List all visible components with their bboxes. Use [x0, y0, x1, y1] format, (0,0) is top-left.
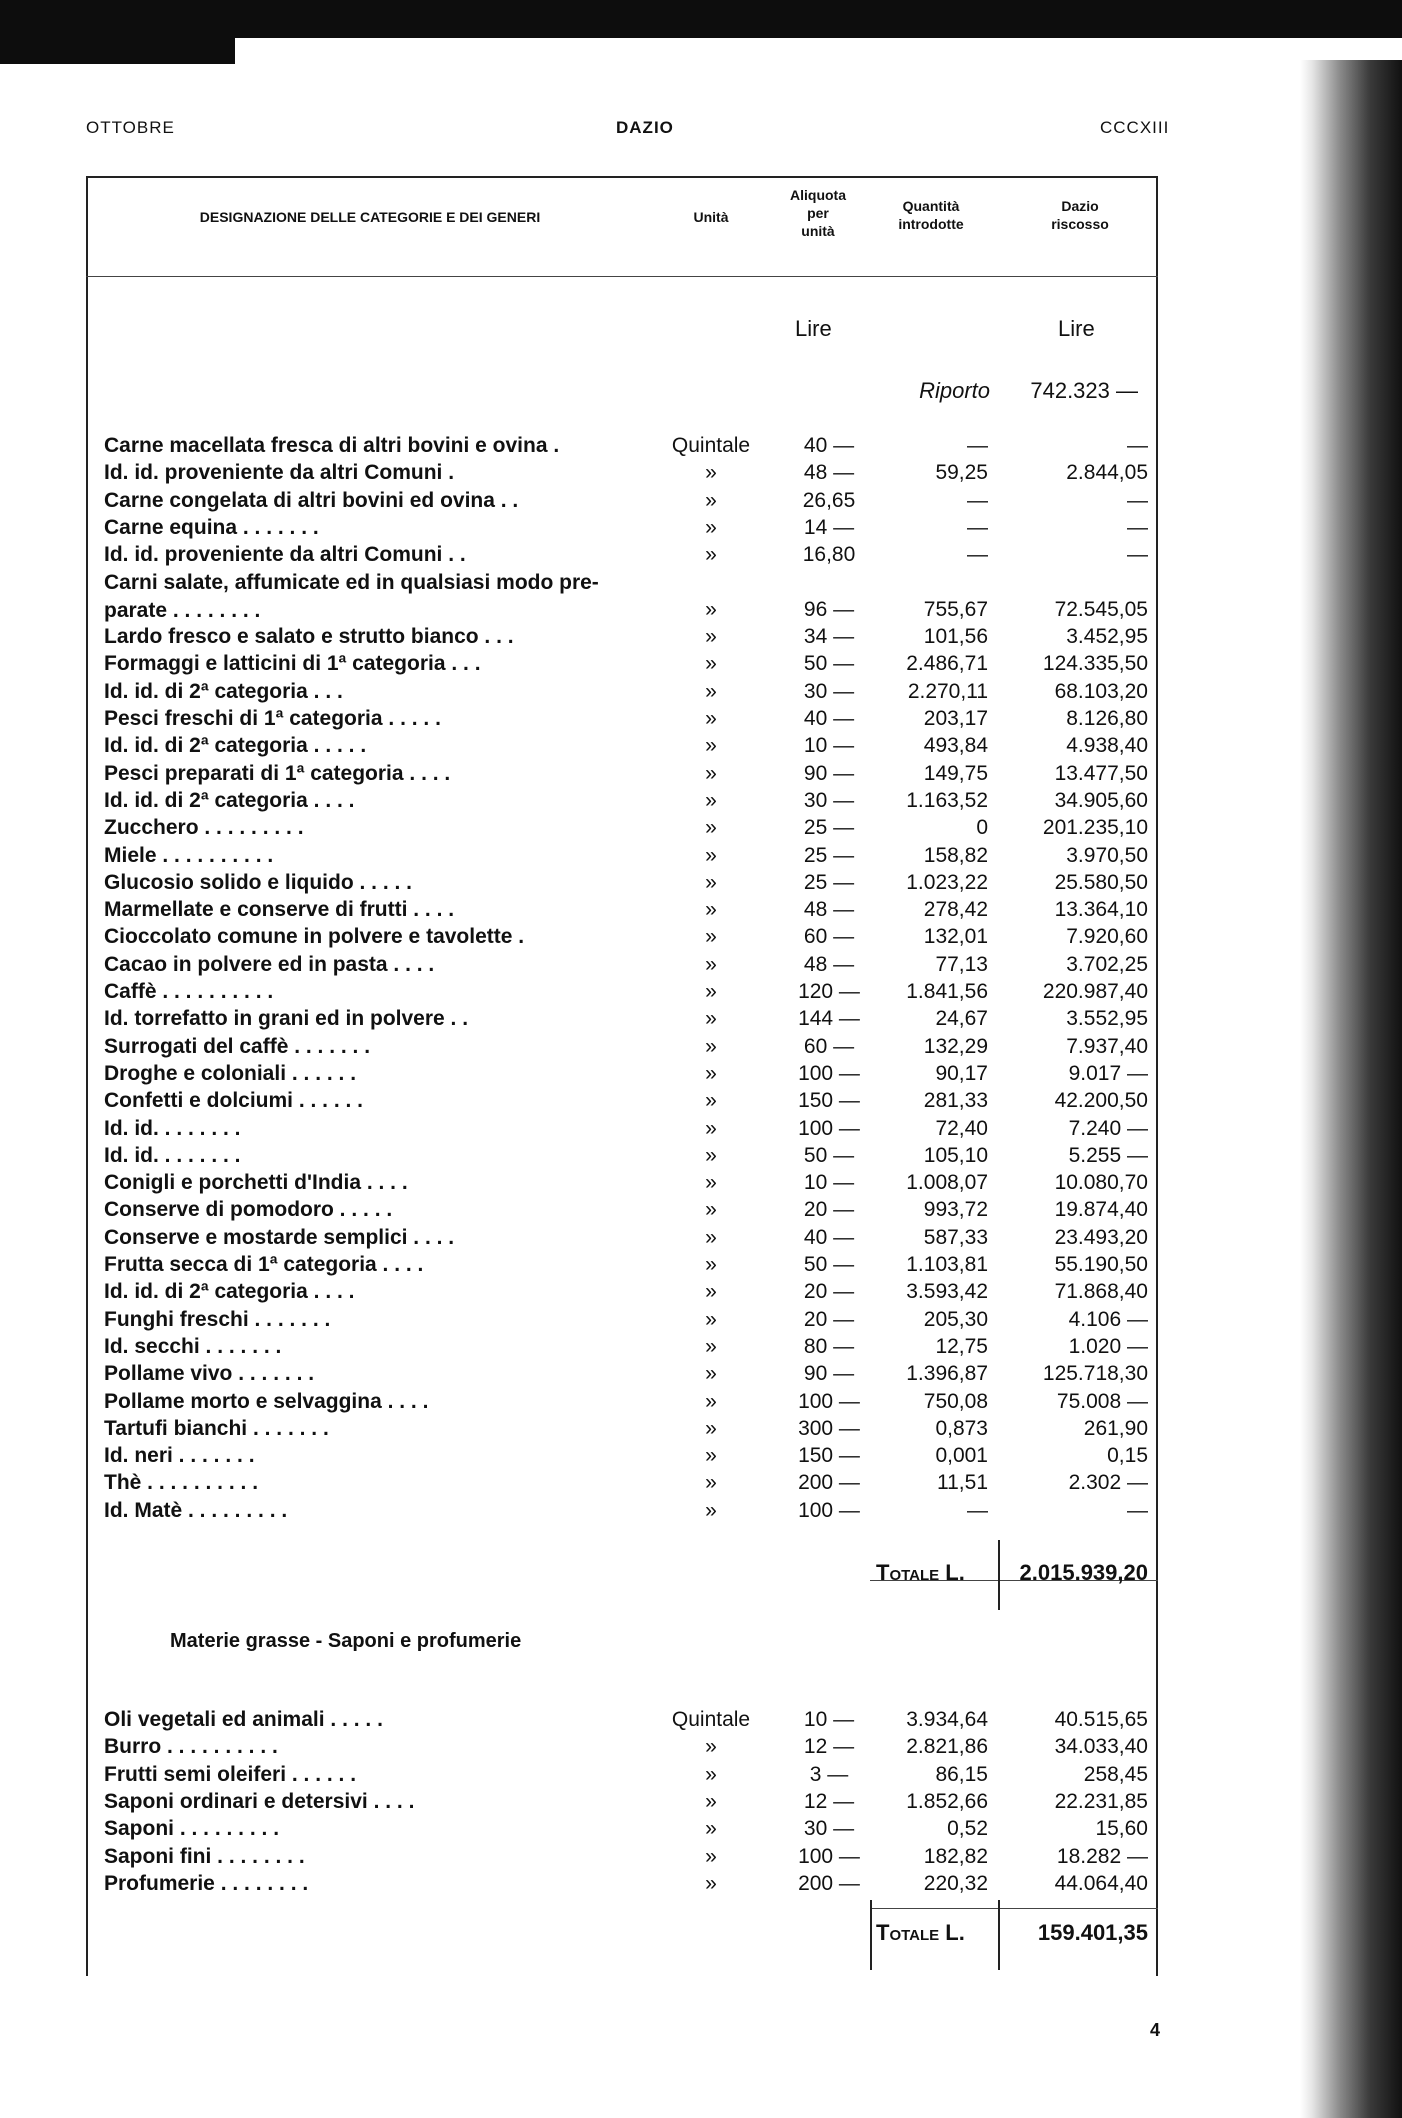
cell-unit: » [705, 870, 717, 894]
cell-desc: Id. id. di 2ª categoria . . . . [104, 788, 355, 812]
cell-duty: 3.970,50 [1066, 843, 1148, 867]
running-header-month: OTTOBRE [86, 118, 175, 137]
cell-qty: 755,67 [923, 597, 988, 621]
cell-qty: 3.593,42 [906, 1280, 988, 1304]
scan-border-top-left [0, 38, 235, 64]
cell-rate: 20 — [803, 1307, 855, 1331]
cell-desc: Saponi fini . . . . . . . . [104, 1844, 305, 1868]
cell-desc: Pollame vivo . . . . . . . [104, 1362, 315, 1386]
cell-qty: 12,75 [935, 1334, 988, 1358]
cell-duty: 7.937,40 [1066, 1034, 1148, 1058]
cell-duty: 125.718,30 [1042, 1362, 1148, 1386]
cell-desc: Oli vegetali ed animali . . . . . [104, 1708, 383, 1731]
cell-rate: 80 — [803, 1334, 855, 1358]
cell-duty: — [1127, 543, 1148, 567]
cell-duty: 13.364,10 [1054, 898, 1148, 922]
cell-unit: » [705, 843, 717, 867]
cell-qty: 182,82 [923, 1844, 988, 1868]
cell-qty: — [967, 488, 988, 512]
cell-desc: Id. id. . . . . . . . [104, 1116, 241, 1140]
cell-desc: Carni salate, affumicate ed in qualsiasi modo pre- [104, 570, 599, 594]
cell-rate: 30 — [803, 679, 855, 703]
cell-desc: Lardo fresco e salato e strutto bianco . . . [104, 625, 514, 649]
cell-qty: 90,17 [935, 1061, 988, 1085]
cell-rate: 26,65 [802, 488, 856, 512]
cell-desc: Id. id. di 2ª categoria . . . . [104, 1280, 355, 1304]
cell-qty: 24,67 [935, 1007, 988, 1031]
cell-rate: 12 — [803, 1789, 855, 1813]
cell-duty: 261,90 [1083, 1416, 1148, 1440]
cell-rate: 40 — [803, 1225, 855, 1249]
cell-qty: 203,17 [923, 707, 988, 730]
cell-duty: 68.103,20 [1054, 679, 1148, 703]
cell-unit: » [705, 1389, 717, 1413]
cell-desc: Id. secchi . . . . . . . [104, 1334, 282, 1358]
section-title-fats-soaps: Materie grasse - Saponi e profumerie [170, 1630, 522, 1652]
cell-unit: » [705, 1253, 717, 1276]
cell-rate: 48 — [803, 898, 855, 922]
cell-qty: 0,001 [935, 1444, 988, 1468]
cell-qty: 205,30 [923, 1307, 988, 1331]
cell-unit: » [705, 980, 717, 1003]
cell-qty: — [967, 434, 988, 457]
cell-duty: 5.255 — [1068, 1143, 1148, 1167]
cell-desc: Id. id. proveniente da altri Comuni . [104, 461, 455, 485]
cell-unit: » [705, 1225, 717, 1249]
cell-duty: 72.545,05 [1054, 597, 1148, 621]
col-head-description: DESIGNAZIONE DELLE CATEGORIE E DEI GENERI [199, 209, 541, 225]
cell-desc: Id. id. . . . . . . . [104, 1143, 241, 1167]
currency-duty: Lire [1058, 316, 1095, 341]
cell-qty: 1.396,87 [906, 1362, 988, 1386]
cell-rate: 50 — [803, 1253, 855, 1276]
cell-rate: 100 — [798, 1498, 860, 1522]
cell-unit: » [705, 515, 717, 539]
cell-unit: » [705, 1171, 717, 1195]
table-border-top [86, 176, 1158, 178]
cell-duty: 34.033,40 [1054, 1735, 1148, 1759]
running-header-page-number: CCCXIII [1100, 118, 1170, 137]
cell-desc: Funghi freschi . . . . . . . [104, 1307, 331, 1331]
cell-desc: Tartufi bianchi . . . . . . . [104, 1416, 329, 1440]
cell-duty: 40.515,65 [1054, 1708, 1148, 1731]
cell-unit: » [705, 1280, 717, 1304]
cell-duty: 8.126,80 [1066, 707, 1148, 730]
cell-duty: 3.702,25 [1066, 952, 1148, 976]
cell-duty: 15,60 [1095, 1817, 1148, 1841]
cell-desc: Carne congelata di altri bovini ed ovina . . [104, 488, 519, 512]
cell-desc: Saponi ordinari e detersivi . . . . [104, 1789, 415, 1813]
cell-rate: 150 — [798, 1444, 860, 1468]
cell-unit: » [705, 788, 717, 812]
cell-rate: 14 — [803, 515, 855, 539]
cell-qty: 149,75 [923, 761, 988, 785]
cell-rate: 20 — [803, 1198, 855, 1222]
cell-desc: Cioccolato comune in polvere e tavolette . [104, 925, 525, 949]
cell-unit: » [705, 1471, 717, 1495]
cell-rate: 25 — [803, 870, 855, 894]
cell-qty: 158,82 [923, 843, 988, 867]
cell-desc: Confetti e dolciumi . . . . . . [104, 1089, 364, 1113]
cell-qty: 1.103,81 [906, 1253, 988, 1276]
cell-desc: Conserve e mostarde semplici . . . . [104, 1225, 455, 1249]
cell-unit: » [705, 597, 717, 621]
cell-unit: » [705, 1061, 717, 1085]
cell-duty: 75.008 — [1056, 1389, 1148, 1413]
cell-rate: 48 — [803, 461, 855, 485]
cell-qty: 0 [976, 816, 988, 840]
currency-rate: Lire [795, 316, 832, 341]
cell-duty: — [1127, 434, 1148, 457]
cell-unit: » [705, 952, 717, 976]
cell-desc: Surrogati del caffè . . . . . . . [104, 1034, 371, 1058]
cell-qty: 1.852,66 [906, 1789, 988, 1813]
cell-rate: 100 — [798, 1061, 860, 1085]
cell-duty: — [1127, 488, 1148, 512]
cell-duty: 55.190,50 [1054, 1253, 1148, 1276]
cell-desc: Id. id. di 2ª categoria . . . . . [104, 734, 367, 758]
col-head-duty: Dazio riscosso [1051, 198, 1109, 232]
cell-unit: » [705, 734, 717, 758]
cell-rate: 20 — [803, 1280, 855, 1304]
cell-rate: 16,80 [802, 543, 856, 567]
cell-rate: 30 — [803, 788, 855, 812]
scan-border-right [1300, 60, 1402, 2118]
cell-duty: 201.235,10 [1042, 816, 1148, 840]
cell-qty: 11,51 [937, 1471, 988, 1495]
cell-duty: 44.064,40 [1054, 1871, 1148, 1895]
cell-qty: 2.486,71 [906, 652, 988, 676]
cell-duty: 4.938,40 [1066, 734, 1148, 758]
cell-desc: Burro . . . . . . . . . . [104, 1735, 278, 1759]
col-head-rate: Aliquota per unità [790, 187, 846, 239]
cell-unit: » [705, 707, 717, 730]
cell-duty: 10.080,70 [1054, 1171, 1148, 1195]
cell-desc: Thè . . . . . . . . . . [104, 1471, 259, 1495]
cell-unit: » [705, 1844, 717, 1868]
cell-desc: Pollame morto e selvaggina . . . . [104, 1389, 429, 1413]
cell-duty: 3.552,95 [1066, 1007, 1148, 1031]
cell-unit: Quintale [671, 434, 751, 457]
cell-rate: 10 — [803, 734, 855, 758]
cell-desc: Carne macellata fresca di altri bovini e ovina . [104, 434, 560, 457]
cell-qty: 0,873 [935, 1416, 988, 1440]
total-label-1: Totale L. [876, 1560, 965, 1585]
cell-desc: Pesci preparati di 1ª categoria . . . . [104, 761, 451, 785]
cell-unit: » [705, 652, 717, 676]
cell-qty: 1.023,22 [906, 870, 988, 894]
cell-rate: 30 — [803, 1817, 855, 1841]
cell-unit: » [705, 1143, 717, 1167]
cell-qty: — [967, 1498, 988, 1522]
cell-unit: » [705, 1871, 717, 1895]
cell-qty: 750,08 [923, 1389, 988, 1413]
cell-rate: 100 — [798, 1389, 860, 1413]
cell-qty: 1.163,52 [906, 788, 988, 812]
cell-desc: Formaggi e latticini di 1ª categoria . . . [104, 652, 481, 676]
col-head-unit: Unità [693, 209, 729, 225]
cell-duty: 0,15 [1107, 1444, 1148, 1468]
cell-unit: » [705, 1762, 717, 1786]
cell-unit: » [705, 1444, 717, 1468]
cell-desc: Saponi . . . . . . . . . [104, 1817, 280, 1841]
cell-qty: 1.841,56 [906, 980, 988, 1003]
cell-duty: 2.844,05 [1066, 461, 1148, 485]
cell-qty: 132,01 [923, 925, 988, 949]
cell-unit: » [705, 625, 717, 649]
cell-qty: 220,32 [923, 1871, 988, 1895]
cell-rate: 25 — [803, 816, 855, 840]
cell-desc: Miele . . . . . . . . . . [104, 843, 274, 867]
cell-rate: 50 — [803, 1143, 855, 1167]
cell-qty: 2.270,11 [907, 679, 988, 703]
row-continuation: parate . . . . . . . . [104, 599, 261, 622]
cell-duty: 4.106 — [1068, 1307, 1148, 1331]
total-value-1: 2.015.939,20 [1019, 1560, 1148, 1585]
cell-duty: 2.302 — [1068, 1471, 1148, 1495]
cell-rate: 100 — [798, 1844, 860, 1868]
cell-desc: Id. id. proveniente da altri Comuni . . [104, 543, 466, 567]
cell-rate: 40 — [803, 434, 855, 457]
cell-duty: 1.020 — [1068, 1334, 1148, 1358]
cell-unit: » [705, 1498, 717, 1522]
cell-desc: Carne equina . . . . . . . [104, 515, 319, 539]
cell-unit: » [705, 488, 717, 512]
cell-duty: 124.335,50 [1042, 652, 1148, 676]
cell-rate: 100 — [798, 1116, 860, 1140]
cell-qty: 132,29 [923, 1034, 988, 1058]
cell-qty: — [967, 515, 988, 539]
cell-qty: 2.821,86 [906, 1735, 988, 1759]
cell-unit: » [705, 925, 717, 949]
cell-unit: » [705, 1116, 717, 1140]
cell-qty: 1.008,07 [906, 1171, 988, 1195]
cell-unit: » [705, 1362, 717, 1386]
riporto-label: Riporto [919, 378, 990, 403]
cell-qty: 105,10 [923, 1143, 988, 1167]
cell-duty: 13.477,50 [1054, 761, 1148, 785]
total-divider-2-left [870, 1900, 872, 1970]
cell-unit: » [705, 1198, 717, 1222]
cell-duty: 258,45 [1083, 1762, 1148, 1786]
cell-desc: Pesci freschi di 1ª categoria . . . . . [104, 707, 441, 730]
cell-desc: Glucosio solido e liquido . . . . . [104, 870, 413, 894]
cell-rate: 34 — [803, 625, 855, 649]
cell-desc: Zucchero . . . . . . . . . [104, 816, 304, 840]
cell-qty: 77,13 [935, 952, 988, 976]
table-border-left [86, 176, 88, 1976]
cell-rate: 200 — [798, 1871, 860, 1895]
cell-unit: Quintale [671, 1708, 751, 1731]
cell-duty: 42.200,50 [1054, 1089, 1148, 1113]
cell-rate: 12 — [803, 1735, 855, 1759]
cell-unit: » [705, 1789, 717, 1813]
cell-rate: 96 — [803, 597, 855, 621]
cell-duty: 34.905,60 [1054, 788, 1148, 812]
cell-unit: » [705, 543, 717, 567]
cell-desc: Id. Matè . . . . . . . . . [104, 1498, 288, 1522]
riporto-value: 742.323 — [1030, 378, 1138, 403]
cell-unit: » [705, 1307, 717, 1331]
cell-qty: 59,25 [935, 461, 988, 485]
cell-rate: 25 — [803, 843, 855, 867]
cell-duty: — [1127, 515, 1148, 539]
cell-qty: 0,52 [947, 1817, 988, 1841]
total-label-2: Totale L. [876, 1920, 965, 1945]
cell-desc: Marmellate e conserve di frutti . . . . [104, 898, 455, 922]
cell-unit: » [705, 1007, 717, 1031]
cell-unit: » [705, 1089, 717, 1113]
cell-qty: 993,72 [923, 1198, 988, 1222]
cell-duty: 7.920,60 [1066, 925, 1148, 949]
cell-unit: » [705, 461, 717, 485]
cell-duty: 19.874,40 [1054, 1198, 1148, 1222]
cell-qty: 587,33 [923, 1225, 988, 1249]
cell-rate: 144 — [798, 1007, 860, 1031]
cell-desc: Frutta secca di 1ª categoria . . . . [104, 1253, 424, 1276]
cell-unit: » [705, 898, 717, 922]
cell-desc: Droghe e coloniali . . . . . . [104, 1061, 357, 1085]
cell-desc: Frutti semi oleiferi . . . . . . [104, 1762, 357, 1786]
cell-unit: » [705, 1735, 717, 1759]
cell-duty: 220.987,40 [1042, 980, 1148, 1003]
cell-desc: Caffè . . . . . . . . . . [104, 980, 274, 1003]
cell-unit: » [705, 1817, 717, 1841]
cell-rate: 40 — [803, 707, 855, 730]
cell-unit: » [705, 1416, 717, 1440]
cell-duty: 25.580,50 [1054, 870, 1148, 894]
table-border-right [1156, 176, 1158, 1976]
cell-unit: » [705, 1334, 717, 1358]
cell-rate: 60 — [803, 1034, 855, 1058]
cell-desc: Cacao in polvere ed in pasta . . . . [104, 952, 435, 976]
cell-desc: Id. neri . . . . . . . [104, 1444, 255, 1468]
col-head-quantity: Quantità introdotte [898, 198, 964, 232]
cell-unit: » [705, 679, 717, 703]
cell-rate: 150 — [798, 1089, 860, 1113]
cell-rate: 200 — [798, 1471, 860, 1495]
cell-duty: 23.493,20 [1054, 1225, 1148, 1249]
cell-duty: 9.017 — [1068, 1061, 1148, 1085]
cell-qty: 278,42 [923, 898, 988, 922]
total-rule-2 [870, 1908, 1158, 1909]
cell-duty: — [1127, 1498, 1148, 1522]
header-rule [86, 276, 1158, 277]
cell-qty: 3.934,64 [906, 1708, 988, 1731]
cell-rate: 60 — [803, 925, 855, 949]
cell-qty: — [967, 543, 988, 567]
cell-rate: 90 — [803, 1362, 855, 1386]
scan-border-top [0, 0, 1402, 38]
cell-rate: 3 — [809, 1762, 849, 1786]
cell-qty: 72,40 [935, 1116, 988, 1140]
cell-duty: 3.452,95 [1066, 625, 1148, 649]
cell-desc: Profumerie . . . . . . . . [104, 1871, 309, 1895]
cell-desc: Id. id. di 2ª categoria . . . [104, 679, 343, 703]
cell-rate: 50 — [803, 652, 855, 676]
running-header-title: DAZIO [616, 118, 674, 137]
cell-qty: 101,56 [923, 625, 988, 649]
cell-rate: 90 — [803, 761, 855, 785]
total-value-2: 159.401,35 [1037, 1920, 1148, 1945]
cell-unit: » [705, 761, 717, 785]
page-mark: 4 [1150, 2020, 1161, 2040]
cell-unit: » [705, 1034, 717, 1058]
cell-qty: 493,84 [923, 734, 988, 758]
cell-rate: 120 — [798, 980, 860, 1003]
cell-qty: 281,33 [923, 1089, 988, 1113]
cell-rate: 10 — [803, 1171, 855, 1195]
cell-rate: 10 — [803, 1708, 855, 1731]
cell-duty: 22.231,85 [1054, 1789, 1148, 1813]
cell-unit: » [705, 816, 717, 840]
cell-desc: Conigli e porchetti d'India . . . . [104, 1171, 408, 1195]
cell-duty: 7.240 — [1068, 1116, 1148, 1140]
cell-rate: 48 — [803, 952, 855, 976]
cell-qty: 86,15 [935, 1762, 988, 1786]
cell-desc: Conserve di pomodoro . . . . . [104, 1198, 393, 1222]
cell-rate: 300 — [798, 1416, 860, 1440]
cell-duty: 71.868,40 [1054, 1280, 1148, 1304]
cell-desc: Id. torrefatto in grani ed in polvere . . [104, 1007, 469, 1031]
cell-duty: 18.282 — [1056, 1844, 1148, 1868]
